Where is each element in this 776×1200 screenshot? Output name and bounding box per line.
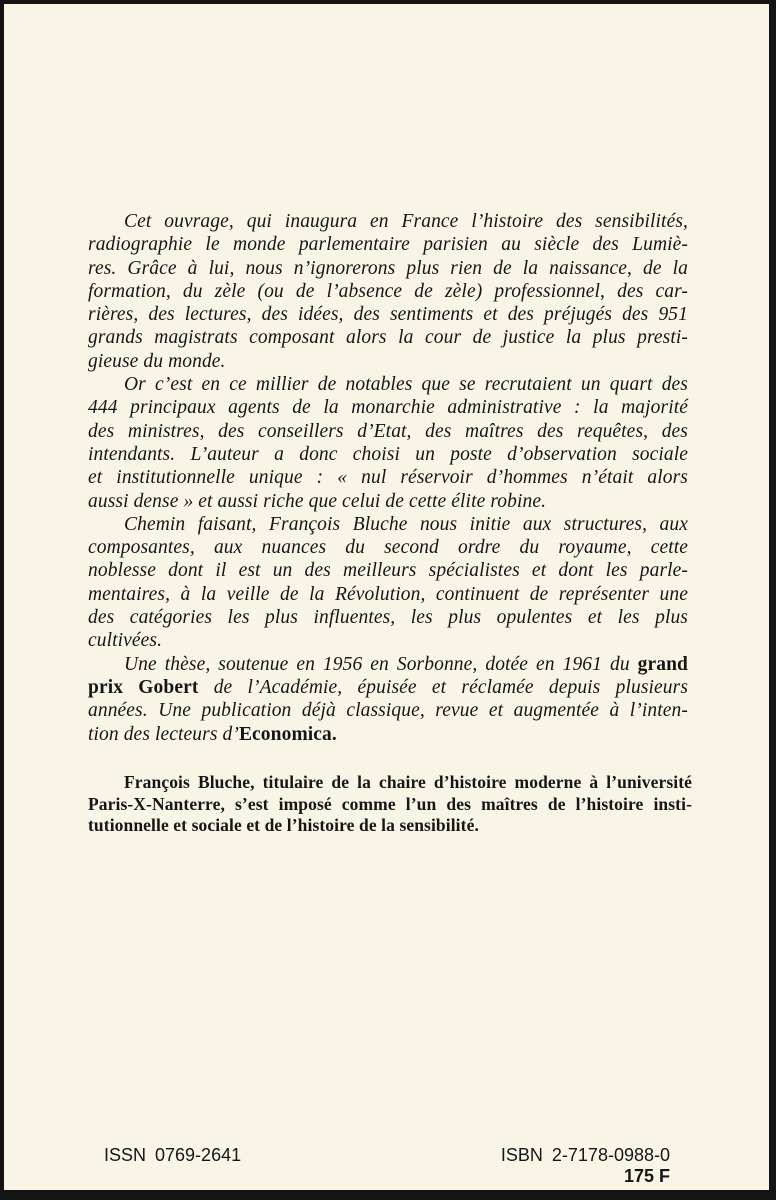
author-note <box>88 772 692 837</box>
text-line: 444 principaux agents de la monarchie administrative : la majorité <box>88 397 688 419</box>
text-line: Paris-X-Nanterre, s’est imposé comme l’un des maîtres de l’histoire insti- <box>88 793 692 814</box>
text-line: res. Grâce à lui, nous n’ignorerons plus rien de la naissance, de la <box>88 257 688 279</box>
issn-label: ISSN <box>104 1145 147 1165</box>
text-line: Cet ouvrage, qui inaugura en France l’histoire des sensibilités, <box>124 211 688 232</box>
text-line: Chemin faisant, François Bluche nous initie aux structures, aux <box>124 513 688 535</box>
italic-segment: tion des lecteurs d’ <box>88 723 239 745</box>
text-line: noblesse dont il est un des meilleurs spécialistes et dont les parle- <box>88 560 688 582</box>
text-line: grands magistrats composant alors la cour de justice la plus presti- <box>88 327 688 349</box>
text-line: aussi dense » et aussi riche que celui de cette élite robine. <box>88 490 547 512</box>
text-line: intendants. L’auteur a donc choisi un poste d’observation sociale <box>88 443 688 465</box>
text-line: des ministres, des conseillers d’Etat, des maîtres des requêtes, des <box>88 420 688 442</box>
blurb-text-block <box>88 210 688 746</box>
issn-value: 0769-2641 <box>155 1145 242 1165</box>
blurb-paragraph-2 <box>88 373 688 513</box>
text-line: radiographie le monde parlementaire parisien au siècle des Lumiè- <box>88 234 688 256</box>
isbn-number <box>501 1145 670 1166</box>
italic-segment: Une thèse, soutenue en 1956 en Sorbonne, dotée en 1961 du <box>124 653 638 675</box>
italic-segment: de l’Académie, épuisée et réclamée depuis plusieurs <box>213 676 689 698</box>
text-line: cultivées. <box>88 630 163 652</box>
text-line <box>88 653 688 676</box>
blurb-paragraph-1 <box>88 210 688 373</box>
bold-segment: prix Gobert <box>88 676 214 698</box>
bold-segment: grand <box>637 653 688 675</box>
price: 175 F <box>623 1166 670 1186</box>
text-line: rières, des lectures, des idées, des sentiments et des préjugés des 951 <box>88 304 688 326</box>
text-line: gieuse du monde. <box>88 350 226 372</box>
bold-segment: Economica. <box>238 723 337 745</box>
text-line: et institutionnelle unique : « nul réservoir d’hommes n’était alors <box>88 467 688 489</box>
blurb-paragraph-3 <box>88 513 688 653</box>
text-line: années. Une publication déjà classique, revue et augmentée à l’inten- <box>88 700 688 722</box>
text-line: formation, du zèle (ou de l’absence de zèle) professionnel, des car- <box>88 280 688 302</box>
text-line <box>88 676 688 699</box>
text-line <box>88 723 688 746</box>
text-line: des catégories les plus influentes, les plus opulentes et les plus <box>88 607 688 629</box>
text-line: Or c’est en ce millier de notables que se recrutaient un quart des <box>124 374 688 396</box>
blurb-paragraph-4 <box>88 653 688 746</box>
isbn-label: ISBN <box>500 1145 543 1165</box>
issn-number <box>104 1145 241 1166</box>
text-line: composantes, aux nuances du second ordre du royaume, cette <box>88 537 688 559</box>
text-line: mentaires, à la veille de la Révolution, continuent de représenter une <box>88 583 688 605</box>
text-line: tutionnelle et sociale et de l’histoire de la sensibilité. <box>88 815 479 835</box>
isbn-value: 2-7178-0988-0 <box>551 1145 670 1165</box>
text-line: François Bluche, titulaire de la chaire d’histoire moderne à l’université <box>124 772 692 792</box>
